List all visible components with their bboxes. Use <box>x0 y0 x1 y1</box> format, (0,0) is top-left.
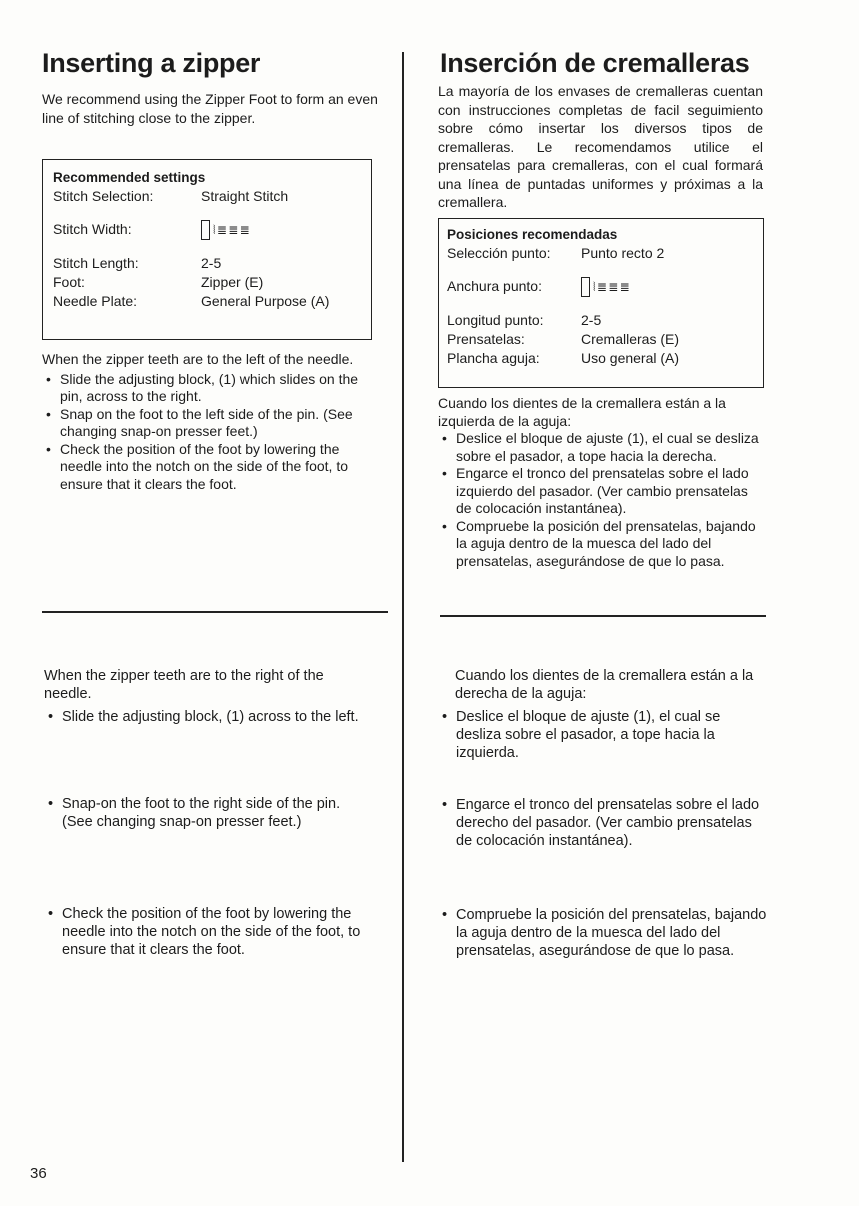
list-item: • Engarce el tronco del prensatelas sobre el lado derecho del pasador. (Ver cambio prensatelas de colocación instantánea). <box>438 796 767 850</box>
list-item: • Deslice el bloque de ajuste (1), el cual se desliza sobre el pasador, a tope hacia la izquierda. <box>438 708 767 762</box>
settings-row <box>447 349 755 368</box>
right-teeth-intro-spanish: Cuando los dientes de la cremallera están a la derecha de la aguja: <box>455 668 754 702</box>
settings-row <box>53 220 361 240</box>
list-item: • Check the position of the foot by lowering the needle into the notch on the side of the foot, to ensure that it clears the foot. <box>44 905 374 959</box>
settings-row <box>53 292 361 311</box>
setting-value: Cremalleras (E) <box>581 331 680 347</box>
setting-label: Stitch Width: <box>53 221 132 237</box>
section-rule-english <box>42 611 388 613</box>
settings-row <box>53 187 361 206</box>
settings-row <box>447 244 755 263</box>
setting-value: Zipper (E) <box>201 274 264 290</box>
list-item: • Compruebe la posición del prensatelas, bajando la aguja dentro de la muesca del lado del prensatelas, asegurándose de que lo pasa. <box>438 906 767 960</box>
setting-value: Straight Stitch <box>201 188 289 204</box>
setting-value: Uso general (A) <box>581 350 680 366</box>
list-item: • Compruebe la posición del prensatelas, bajando la aguja dentro de la muesca del lado del prensatelas, asegurándose de que lo pasa. <box>438 518 764 571</box>
intro-english: We recommend using the Zipper Foot to form an even line of stitching close to the zipper. <box>42 91 378 126</box>
list-item: • Snap-on the foot to the right side of the pin. (See changing snap-on presser feet.) <box>44 795 374 831</box>
page-number: 36 <box>30 1165 47 1182</box>
setting-label: Prensatelas: <box>447 331 525 347</box>
setting-label: Needle Plate: <box>53 293 138 309</box>
list-item: • Deslice el bloque de ajuste (1), el cual se desliza sobre el pasador, a tope hacia la derecha. <box>438 430 764 465</box>
setting-label: Stitch Length: <box>53 255 139 271</box>
setting-value: 2-5 <box>581 312 602 328</box>
right-teeth-intro-english: When the zipper teeth are to the right of the needle. <box>44 668 324 702</box>
intro-spanish: La mayoría de los envases de cremalleras cuentan con instrucciones completas de facil seguimiento sobre cómo insertar los diversos tipos de cremalleras. Le recomendamos utilice el prensatelas para cremalleras, con el cual formará una línea de puntadas uniformes y próximas a la cremallera. <box>438 83 763 210</box>
settings-row <box>53 254 361 273</box>
settings-row <box>53 273 361 292</box>
stitch-width-icon: ⦚ ≣ ≣ ≣ <box>201 220 249 240</box>
list-item: • Slide the adjusting block, (1) across to the left. <box>44 708 374 726</box>
page-title-spanish: Inserción de cremalleras <box>440 48 750 78</box>
stitch-width-icon: ⦚ ≣ ≣ ≣ <box>581 277 629 297</box>
settings-row <box>447 330 755 349</box>
setting-label: Selección punto: <box>447 245 551 261</box>
setting-label: Plancha aguja: <box>447 350 540 366</box>
settings-heading: Posiciones recomendadas <box>447 227 618 242</box>
settings-heading: Recommended settings <box>53 170 206 185</box>
section-intro: Cuando los dientes de la cremallera están a la izquierda de la aguja: <box>438 395 726 429</box>
setting-value: Punto recto 2 <box>581 245 665 261</box>
section-intro: When the zipper teeth are to the left of the needle. <box>42 351 354 367</box>
setting-value: General Purpose (A) <box>201 293 330 309</box>
section-rule-spanish <box>440 615 766 617</box>
left-teeth-section-spanish <box>438 395 764 570</box>
settings-row <box>447 311 755 330</box>
setting-label: Anchura punto: <box>447 278 542 294</box>
settings-row <box>447 277 755 297</box>
settings-box-spanish <box>438 218 764 388</box>
setting-label: Longitud punto: <box>447 312 544 328</box>
setting-label: Foot: <box>53 274 85 290</box>
setting-label: Stitch Selection: <box>53 188 154 204</box>
list-item: • Snap on the foot to the left side of the pin. (See changing snap-on presser feet.) <box>42 406 372 441</box>
list-item: • Engarce el tronco del prensatelas sobre el lado izquierdo del pasador. (Ver cambio prensatelas de colocación instantánea). <box>438 465 764 518</box>
list-item: • Slide the adjusting block, (1) which slides on the pin, across to the right. <box>42 371 372 406</box>
left-teeth-section-english <box>42 351 372 493</box>
setting-value: 2-5 <box>201 255 222 271</box>
column-divider <box>402 52 404 1162</box>
settings-box-english <box>42 159 372 340</box>
list-item: • Check the position of the foot by lowering the needle into the notch on the side of the foot, to ensure that it clears the foot. <box>42 441 372 494</box>
page-title-english: Inserting a zipper <box>42 48 261 78</box>
